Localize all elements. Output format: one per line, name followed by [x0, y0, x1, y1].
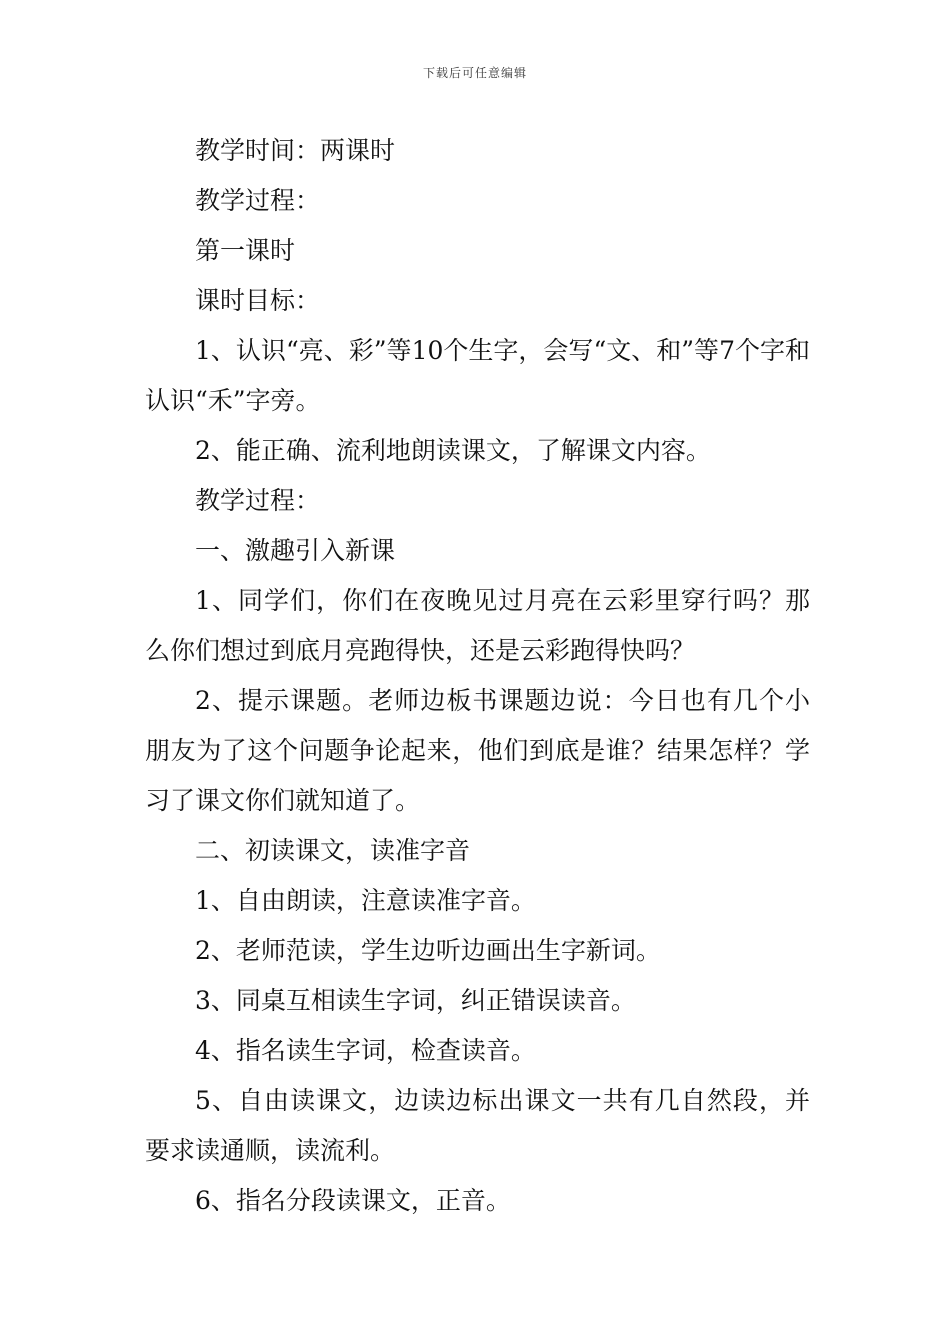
- paragraph-step-2-5: 5、自由读课文，边读边标出课文一共有几自然段，并要求读通顺，读流利。: [145, 1086, 810, 1165]
- section-heading-1: 一、激趣引入新课: [195, 536, 396, 565]
- paragraph-step-2-2: 2、老师范读，学生边听边画出生字新词。: [195, 936, 661, 965]
- section-heading-2: 二、初读课文，读准字音: [195, 836, 471, 865]
- page-header: 下载后可任意编辑: [422, 66, 527, 80]
- paragraph-goal-1: 1、认识“亮、彩”等10个生字，会写“文、和”等7个字和认识“禾”字旁。: [145, 336, 810, 415]
- paragraph-teaching-time: 教学时间：两课时: [195, 136, 396, 165]
- paragraph-goal-2: 2、能正确、流利地朗读课文，了解课文内容。: [195, 436, 711, 465]
- paragraph-lesson-goals: 课时目标：: [195, 286, 321, 315]
- paragraph-step-1-2: 2、提示课题。老师边板书课题边说：今日也有几个小朋友为了这个问题争论起来，他们到底是谁？结果怎样？学习了课文你们就知道了。: [145, 686, 810, 815]
- paragraph-step-2-1: 1、自由朗读，注意读准字音。: [195, 886, 536, 915]
- document-body: [145, 126, 810, 1226]
- paragraph-first-lesson: 第一课时: [195, 236, 296, 265]
- paragraph-teaching-process-2: 教学过程：: [195, 486, 321, 515]
- paragraph-teaching-process: 教学过程：: [195, 186, 321, 215]
- paragraph-step-1-1: 1、同学们，你们在夜晚见过月亮在云彩里穿行吗？那么你们想过到底月亮跑得快，还是云彩跑得快吗？: [145, 586, 810, 665]
- paragraph-step-2-3: 3、同桌互相读生字词，纠正错误读音。: [195, 986, 636, 1015]
- paragraph-step-2-4: 4、指名读生字词，检查读音。: [195, 1036, 536, 1065]
- paragraph-step-2-6: 6、指名分段读课文，正音。: [195, 1186, 511, 1215]
